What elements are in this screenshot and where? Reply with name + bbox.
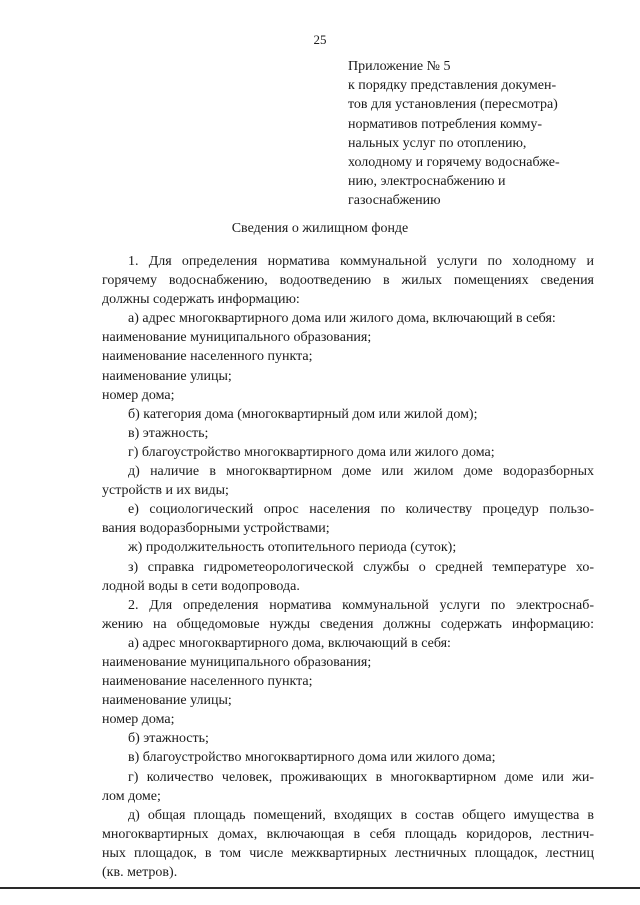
body-line: лодной воды в сети водопровода. xyxy=(102,578,300,594)
appendix-line: нальных услуг по отоплению, xyxy=(348,135,527,151)
body-line: горячему водоснабжению, водоотведению в жилых помещениях сведения xyxy=(102,273,594,289)
appendix-line: к порядку представления докумен- xyxy=(348,78,557,94)
bottom-border-line xyxy=(0,887,640,889)
body-line: наименование улицы; xyxy=(102,693,232,709)
appendix-line: нию, электроснабжению и xyxy=(348,174,506,190)
page-number: 25 xyxy=(313,32,327,47)
body-line: б) этажность; xyxy=(128,731,209,747)
body-line: 1. Для определения норматива коммунальной услуги по холодному и xyxy=(128,254,594,269)
appendix-line: газоснабжению xyxy=(348,193,441,209)
appendix-line: нормативов потребления комму- xyxy=(348,116,543,132)
appendix-line: холодному и горячему водоснабже- xyxy=(348,155,560,171)
appendix-line: тов для установления (пересмотра) xyxy=(348,97,558,113)
body-line: наименование населенного пункта; xyxy=(102,674,313,690)
document-body xyxy=(102,252,594,882)
body-line: (кв. метров). xyxy=(102,865,178,880)
appendix-line: Приложение № 5 xyxy=(348,59,451,74)
body-line: жению на общедомовые нужды сведения должны содержать информацию: xyxy=(102,616,594,632)
body-line: номер дома; xyxy=(102,387,175,403)
body-line: многоквартирных домах, включающая в себя площадь коридоров, лестнич- xyxy=(102,826,594,842)
section-title: Сведения о жилищном фонде xyxy=(231,221,409,236)
body-line: ж) продолжительность отопительного периода (суток); xyxy=(128,540,457,556)
body-line: лом доме; xyxy=(102,788,161,804)
body-line: наименование населенного пункта; xyxy=(102,349,313,365)
body-line: вания водоразборными устройствами; xyxy=(102,521,330,537)
body-line: наименование муниципального образования; xyxy=(102,330,372,346)
body-line: а) адрес многоквартирного дома, включающий в себя: xyxy=(128,635,451,651)
body-line: номер дома; xyxy=(102,712,175,728)
body-line: е) социологический опрос населения по количеству процедур пользо- xyxy=(128,502,594,518)
body-line: б) категория дома (многоквартирный дом или жилой дом); xyxy=(128,406,478,422)
body-line: устройств и их виды; xyxy=(102,483,229,499)
body-line: д) общая площадь помещений, входящих в состав общего имущества в xyxy=(128,807,594,823)
body-line: наименование муниципального образования; xyxy=(102,654,372,670)
body-line: г) благоустройство многоквартирного дома или жилого дома; xyxy=(128,444,495,460)
body-line: должны содержать информацию: xyxy=(102,292,300,308)
body-line: 2. Для определения норматива коммунальной услуги по электроснаб- xyxy=(128,597,594,613)
body-line: в) этажность; xyxy=(128,425,209,441)
body-line: г) количество человек, проживающих в многоквартирном доме или жи- xyxy=(128,769,594,785)
body-line: а) адрес многоквартирного дома или жилого дома, включающий в себя: xyxy=(128,311,556,327)
body-line: наименование улицы; xyxy=(102,368,232,384)
body-line: в) благоустройство многоквартирного дома или жилого дома; xyxy=(128,750,496,766)
body-line: ных площадок, в том числе межквартирных лестничных площадок, лестниц xyxy=(102,845,594,861)
body-line: д) наличие в многоквартирном доме или жилом доме водоразборных xyxy=(128,464,594,480)
body-line: з) справка гидрометеорологической службы о средней температуре хо- xyxy=(128,559,594,575)
appendix-header xyxy=(348,57,608,211)
